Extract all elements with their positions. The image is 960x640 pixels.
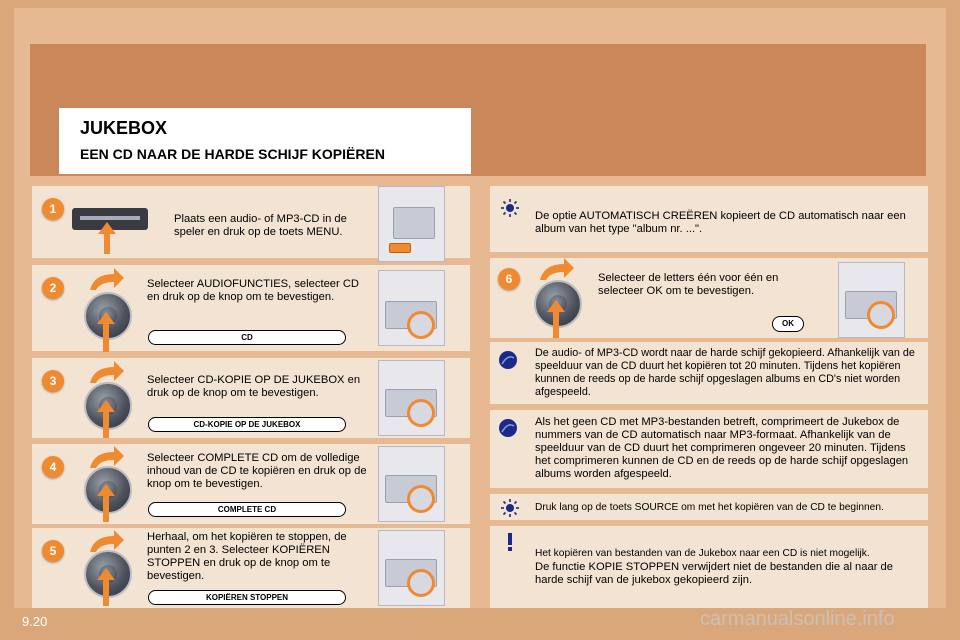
info-dot-icon [498,418,518,438]
tip-automatic-text: De optie AUTOMATISCH CREËREN kopieert de CD automatisch naar een album van het type "album nr. ...". [535,210,906,235]
arrow-up-icon [547,300,565,338]
knob-highlight [407,569,435,597]
knob-highlight [407,399,435,427]
warning-line-1: Het kopiëren van bestanden van de Jukebox naar een CD is niet mogelijk. [535,548,870,559]
radio-panel-icon [378,446,445,522]
step-number-badge: 3 [42,370,64,392]
radio-panel-icon [378,186,445,262]
tip-source-text: Druk lang op de toets SOURCE om met het kopiëren van de CD te beginnen. [535,502,884,513]
step-number-badge: 5 [42,540,64,562]
arrow-up-icon [97,568,115,606]
radio-panel-icon [378,360,445,436]
arrow-up-icon [98,222,116,254]
rotate-arrow-icon [88,268,124,292]
info-dot-icon [498,350,518,370]
page-number: 9.20 [22,614,48,629]
exclamation-icon [500,532,520,552]
info-copy-text: De audio- of MP3-CD wordt naar de harde schijf gekopieerd. Afhankelijk van de speelduur van de CD duurt het kopiëren tot 20 minuten. Tijdens het kopiëren kunnen de reeds op de harde schijf opgeslagen albums en CD's niet worden afgespeeld. [535,347,915,398]
menu-option-cd-kopie[interactable]: CD-KOPIE OP DE JUKEBOX [148,417,346,432]
radio-panel-icon [838,262,905,338]
sun-icon [500,498,520,518]
page-title: JUKEBOX [80,118,168,138]
radio-panel-icon [378,270,445,346]
ok-button[interactable]: OK [772,316,804,332]
arrow-up-icon [97,400,115,438]
info-compress-text: Als het geen CD met MP3-bestanden betreft, comprimeert de Jukebox de nummers van de CD automatisch naar MP3-formaat. Afhankelijk van de speelduur van de CD duurt het comprimeren ongeveer 20 minuten. Tijdens het comprimeren kunnen de CD en de reeds op de harde schijf opgeslagen albums worden afgespeeld. [535,416,909,480]
sun-icon [500,198,520,218]
watermark: carmanualsonline.info [700,608,895,630]
step-1-text: Plaats een audio- of MP3-CD in de speler en druk op de toets MENU. [174,213,347,238]
menu-option-complete-cd[interactable]: COMPLETE CD [148,502,346,517]
step-4-text: Selecteer COMPLETE CD om de volledige inhoud van de CD te kopiëren en druk op de knop om te bevestigen. [147,452,367,490]
knob-highlight [407,311,435,339]
step-3-text: Selecteer CD-KOPIE OP DE JUKEBOX en druk op de knop om te bevestigen. [147,374,361,399]
arrow-up-icon [97,484,115,522]
menu-option-kopieren-stoppen[interactable]: KOPIËREN STOPPEN [148,590,346,605]
step-5-text: Herhaal, om het kopiëren te stoppen, de punten 2 en 3. Selecteer KOPIËREN STOPPEN en druk op de knop om te bevestigen. [147,531,347,582]
rotate-arrow-icon [538,258,574,282]
radio-panel-icon [378,530,445,606]
step-number-badge: 4 [42,456,64,478]
step-2-text: Selecteer AUDIOFUNCTIES, selecteer CD en druk op de knop om te bevestigen. [147,278,359,303]
step-number-badge: 2 [42,277,64,299]
warning-line-2: De functie KOPIE STOPPEN verwijdert niet de bestanden die al naar de harde schijf van de jukebox gekopieerd zijn. [535,561,893,586]
page-subtitle: EEN CD NAAR DE HARDE SCHIJF KOPIËREN [80,146,385,162]
knob-highlight [407,485,435,513]
knob-highlight [867,301,895,329]
menu-option-cd[interactable]: CD [148,330,346,345]
arrow-up-icon [97,312,115,352]
step-6-text: Selecteer de letters één voor één en selecteer OK om te bevestigen. [598,272,779,297]
step-number-badge: 1 [42,198,64,220]
step-number-badge: 6 [498,268,520,290]
